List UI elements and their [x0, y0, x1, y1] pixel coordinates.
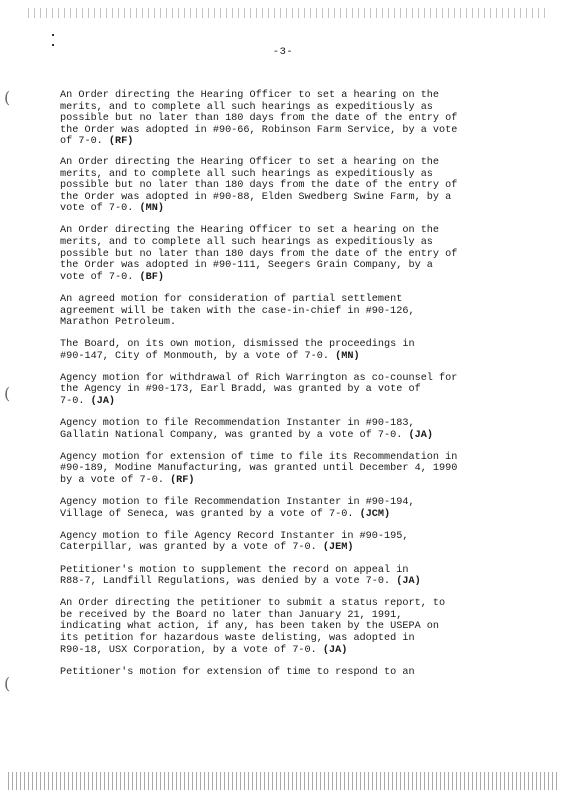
- paragraph: [60, 373, 508, 408]
- paragraph: [60, 339, 508, 362]
- commissioner-initials: (JEM): [322, 542, 354, 554]
- commissioner-initials: (MN): [139, 203, 164, 215]
- paragraph: [60, 667, 508, 679]
- paragraph: [60, 225, 508, 283]
- paragraph-text: Agency motion for withdrawal of Rich Warrington as co-counsel for the Agency in #90-173, Earl Bradd, was granted by a vote of 7-0.: [60, 372, 458, 408]
- paragraph: [60, 90, 508, 148]
- scan-noise-bottom: [8, 772, 558, 790]
- paragraph: [60, 294, 508, 329]
- margin-bracket-mark: (: [4, 674, 11, 693]
- paragraph: [60, 565, 508, 588]
- paragraph-text: An Order directing the Hearing Officer to set a hearing on the merits, and to complete all such hearings as expeditiously as possible but no later than 180 days from the date of the entry of the Order was adopted in #90-66, Robinson Farm Service, by a vote of 7-0.: [60, 90, 458, 148]
- paragraph-text: Agency motion to file Recommendation Instanter in #90-183, Gallatin National Company, was granted by a vote of 7-0.: [60, 418, 415, 441]
- commissioner-initials: (JA): [396, 576, 421, 588]
- commissioner-initials: (MN): [335, 350, 360, 362]
- paragraph-text: The Board, on its own motion, dismissed the proceedings in #90-147, City of Monmouth, by a vote of 7-0.: [60, 339, 415, 362]
- paragraph-text: Agency motion to file Agency Record Instanter in #90-195, Caterpillar, was granted by a vote of 7-0.: [60, 530, 409, 554]
- commissioner-initials: (JA): [408, 429, 433, 441]
- margin-bracket-mark: (: [4, 384, 11, 403]
- paragraph-text: Petitioner's motion for extension of time to respond to an: [60, 666, 415, 678]
- paragraph: [60, 452, 508, 487]
- margin-bracket-mark: (: [4, 88, 11, 107]
- commissioner-initials: (RF): [108, 136, 134, 148]
- paragraph: [60, 418, 508, 441]
- paragraph-text: An Order directing the Hearing Officer to set a hearing on the merits, and to complete all such hearings as expeditiously as possible but no later than 180 days from the date of the entry of the Order was adopted in #90-111, Seegers Grain Company, by a vote of 7-0.: [60, 225, 458, 283]
- paragraph-text: Petitioner's motion to supplement the record on appeal in R88-7, Landfill Regulations, was denied by a vote 7-0.: [60, 564, 409, 588]
- paragraph-text: An Order directing the petitioner to submit a status report, to be received by the Board no later than January 21, 1991, indicating what action, if any, has been taken by the USEPA on its petition for hazardous waste delisting, was adopted in R90-18, USX Corporation, by a vote of 7-0.: [60, 598, 446, 656]
- paragraph: [60, 157, 508, 215]
- paragraph: [60, 531, 508, 554]
- commissioner-initials: (JA): [322, 644, 348, 656]
- scan-noise-top: [28, 8, 548, 18]
- paragraph-text: Agency motion for extension of time to file its Recommendation in #90-189, Modine Manufacturing, was granted until December 4, 1990 by a vote of 7-0.: [60, 451, 458, 487]
- commissioner-initials: (BF): [139, 271, 164, 283]
- paragraph: [60, 598, 508, 656]
- paragraph-text: An agreed motion for consideration of partial settlement agreement will be taken with the case-in-chief in #90-126, Marathon Petroleum.: [60, 293, 415, 329]
- paragraph-text: An Order directing the Hearing Officer to set a hearing on the merits, and to complete all such hearings as expeditiously as possible but no later than 180 days from the date of the entry of the Order was adopted in #90-88, Elden Swedberg Swine Farm, by a vote of 7-0.: [60, 156, 458, 215]
- commissioner-initials: (JCM): [359, 508, 391, 520]
- page-number: -3-: [272, 46, 294, 58]
- scan-speck: [52, 34, 54, 36]
- paragraph-text: Agency motion to file Recommendation Instanter in #90-194, Village of Seneca, was granted by a vote of 7-0.: [60, 497, 415, 520]
- paragraph: [60, 497, 508, 520]
- commissioner-initials: (RF): [170, 475, 195, 487]
- document-body: [60, 90, 508, 689]
- commissioner-initials: (JA): [90, 396, 116, 408]
